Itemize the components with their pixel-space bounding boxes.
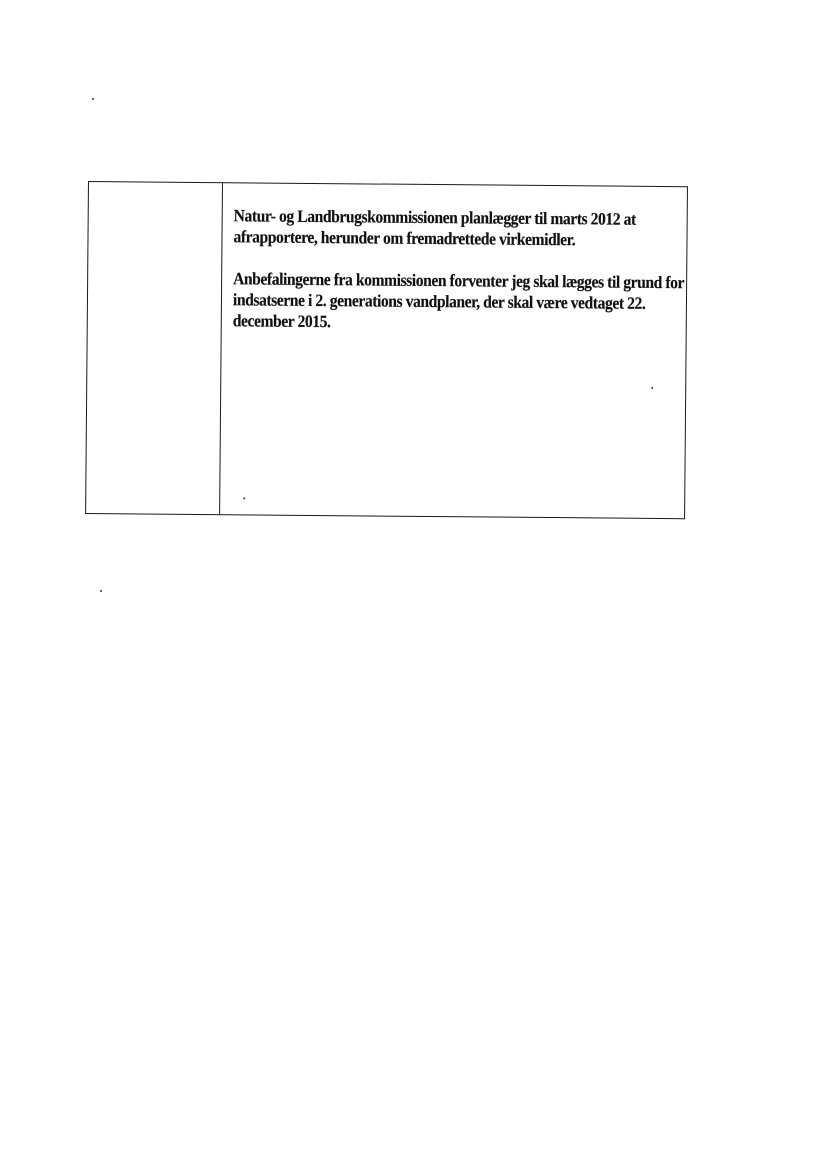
scan-speck	[100, 590, 102, 592]
paragraph-recommendations: Anbefalingerne fra kommissionen forventer jeg skal lægges til grund for indsatserne i 2. generations vandplaner, der skal være vedtaget 22. december 2015.	[232, 269, 684, 332]
scan-speck	[651, 387, 653, 389]
table-left-cell	[86, 182, 223, 514]
table-right-cell	[220, 183, 687, 518]
scan-speck	[243, 497, 245, 499]
document-table	[85, 181, 688, 519]
paragraph-commission-report: Natur- og Landbrugskommissionen planlægger til marts 2012 at afrapportere, herunder om fremadrettede virkemidler.	[233, 206, 636, 250]
scan-speck	[92, 98, 94, 100]
